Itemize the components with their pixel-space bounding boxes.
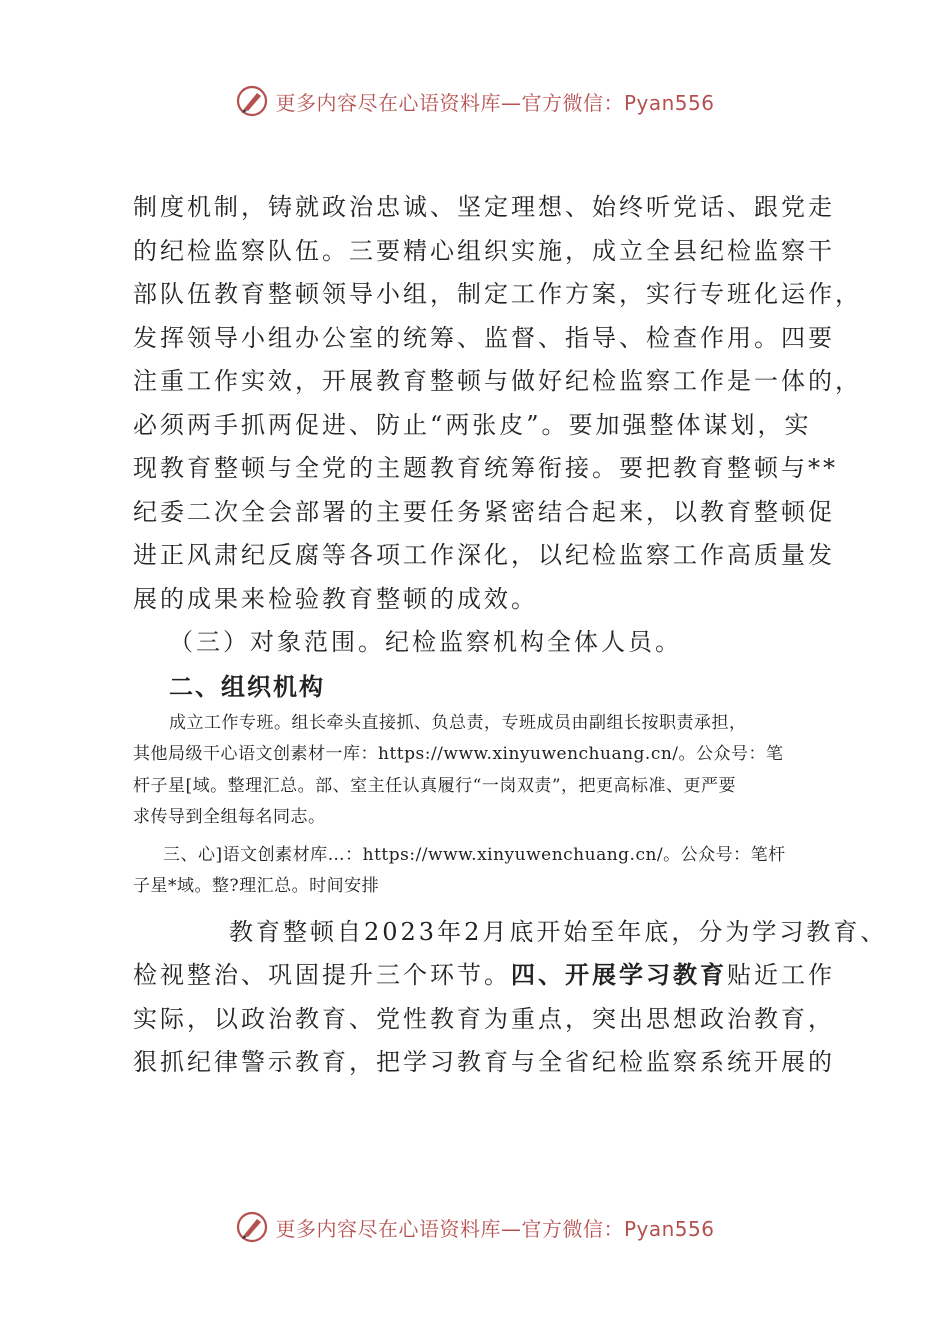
text-line xyxy=(133,954,833,998)
text-line: 注重工作实效，开展教育整顿与做好纪检监察工作是一体的， xyxy=(133,367,862,395)
text-line: 子星*域。整?理汇总。时间安排 xyxy=(133,876,380,896)
text-line: 部队伍教育整顿领导小组，制定工作方案，实行专班化运作， xyxy=(133,280,862,308)
text-segment: 检视整治、巩固提升三个环节。 xyxy=(133,961,511,989)
paragraph-small-1 xyxy=(133,708,833,834)
pen-logo-icon xyxy=(235,1210,269,1244)
scope-line: （三）对象范围。纪检监察机构全体人员。 xyxy=(169,628,682,656)
paragraph-small-2 xyxy=(133,840,833,903)
text-line: 教育整顿自2023年2月底开始至年底，分为学习教育、 xyxy=(229,917,888,946)
text-line: 求传导到全组每名同志。 xyxy=(133,807,326,827)
header-banner xyxy=(0,84,950,118)
scope-paragraph xyxy=(133,621,833,665)
inline-heading: 四、开展学习教育 xyxy=(511,961,727,989)
text-line: 的纪检监察队伍。三要精心组织实施，成立全县纪检监察干 xyxy=(133,236,835,265)
text-line: 发挥领导小组办公室的统筹、监督、指导、检查作用。四要 xyxy=(133,323,835,352)
text-segment: 贴近工作 xyxy=(727,961,835,989)
text-line: 成立工作专班。组长牵头直接抓、负总责，专班成员由副组长按职责承担， xyxy=(169,712,747,733)
header-banner-text: 更多内容尽在心语资料库—官方微信：Pyan556 xyxy=(275,90,715,115)
text-line: 进正风肃纪反腐等各项工作深化，以纪检监察工作高质量发 xyxy=(133,541,835,569)
text-line: 狠抓纪律警示教育，把学习教育与全省纪检监察系统开展的 xyxy=(133,1048,835,1076)
text-line: 三、心]语文创素材库…：https://www.xinyuwenchuang.cn/。公众号：笔杆 xyxy=(163,844,786,865)
text-line: 其他局级干心语文创素材一库：https://www.xinyuwenchuang.cn/。公众号：笔 xyxy=(133,744,784,764)
paragraph-main xyxy=(133,186,862,621)
text-line: 制度机制，铸就政治忠诚、坚定理想、始终听党话、跟党走 xyxy=(133,193,835,221)
footer-banner xyxy=(0,1210,950,1244)
section-heading: 二、组织机构 xyxy=(169,672,325,701)
footer-banner-text: 更多内容尽在心语资料库—官方微信：Pyan556 xyxy=(275,1216,715,1241)
text-line: 必须两手抓两促进、防止“两张皮”。要加强整体谋划，实 xyxy=(133,410,812,439)
text-line: 展的成果来检验教育整顿的成效。 xyxy=(133,584,538,613)
pen-logo-icon xyxy=(235,84,269,118)
text-line: 现教育整顿与全党的主题教育统筹衔接。要把教育整顿与** xyxy=(133,454,838,482)
document-body xyxy=(133,186,888,1085)
text-line: 杆子星[域。整理汇总。部、室主任认真履行“一岗双责”，把更高标准、更严要 xyxy=(133,775,737,796)
paragraph-schedule xyxy=(133,911,888,1085)
text-line: 实际，以政治教育、党性教育为重点，突出思想政治教育， xyxy=(133,1004,835,1033)
text-line: 纪委二次全会部署的主要任务紧密结合起来，以教育整顿促 xyxy=(133,497,835,526)
